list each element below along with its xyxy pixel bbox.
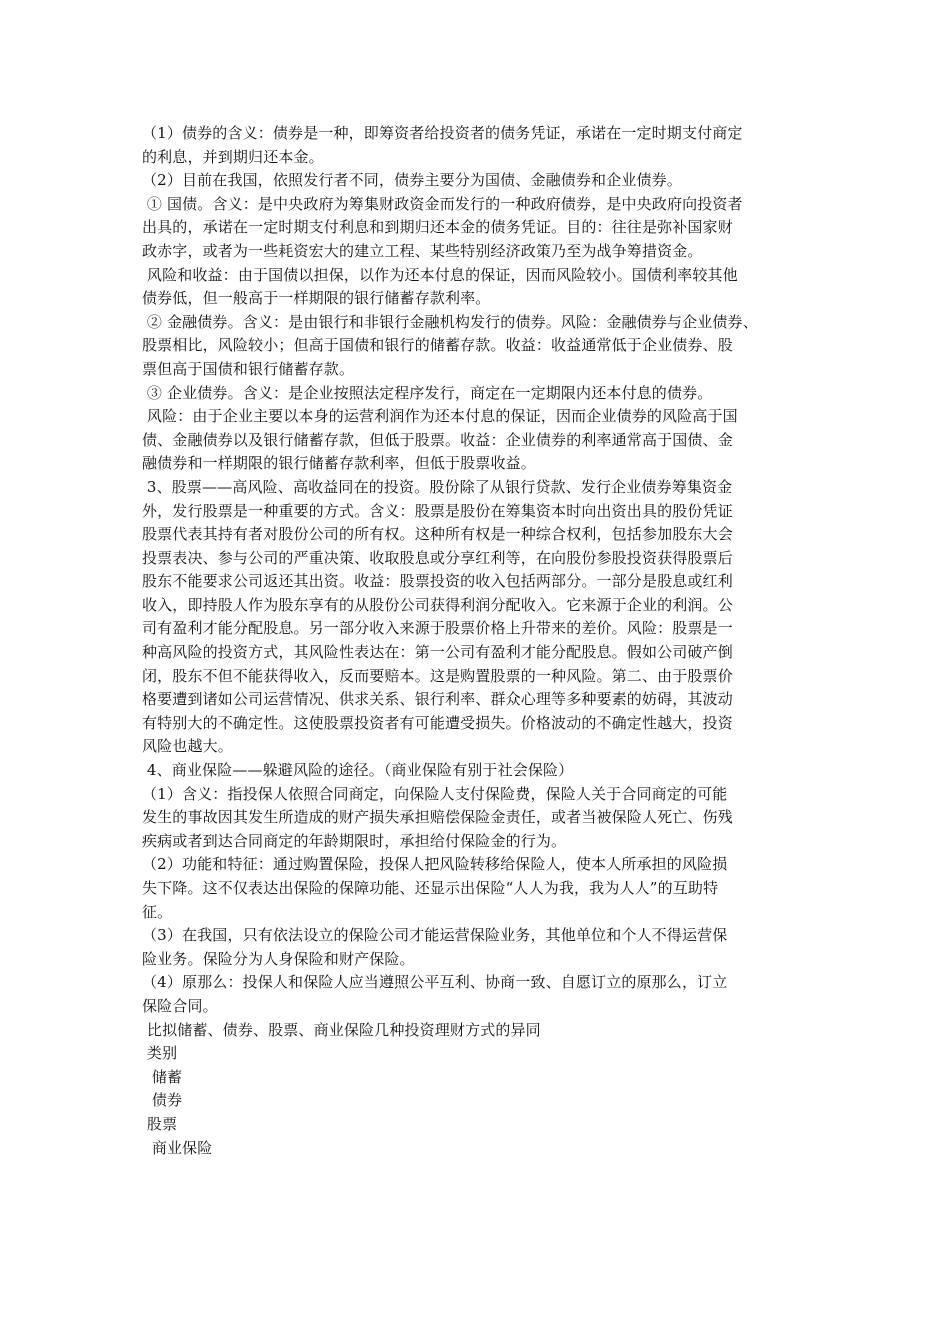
text-line: 格要遭到诸如公司运营情况、供求关系、银行利率、群众心理等多种要素的妨碍，其波动	[142, 690, 733, 709]
text-line: 融债券和一样期限的银行储蓄存款利率，但低于股票收益。	[142, 454, 536, 473]
table-header-label: 类别	[142, 1044, 178, 1063]
text-line: 有特别大的不确定性。这使股票投资者有可能遭受损失。价格波动的不确定性越大，投资	[142, 713, 733, 732]
text-line: 风险和收益：由于国债以担保，以作为还本付息的保证，因而风险较小。国债利率较其他	[142, 265, 738, 284]
text-line: ③ 企业债券。含义：是企业按照法定程序发行，商定在一定期限内还本付息的债券。	[142, 383, 713, 402]
text-line: 股东不能要求公司返还其出资。收益：股票投资的收入包括两部分。一部分是股息或红利	[142, 572, 733, 591]
text-line: 闭，股东不但不能获得收入，反而要赔本。这是购置股票的一种风险。第二、由于股票价	[142, 666, 733, 685]
text-line: 票但高于国债和银行储蓄存款。	[142, 359, 355, 378]
text-line: 股票代表其持有者对股份公司的所有权。这种所有权是一种综合权利，包括参加股东大会	[142, 525, 733, 544]
text-line: 股票相比，风险较小；但高于国债和银行的储蓄存款。收益：收益通常低于企业债券、股	[142, 336, 733, 355]
text-line: 政赤字，或者为一些耗资宏大的建立工程、某些特别经济政策乃至为战争筹措资金。	[142, 241, 703, 260]
text-line: （4）原那么：投保人和保险人应当遵照公平互利、协商一致、自愿订立的原那么，订立	[142, 973, 728, 992]
text-line: 疾病或者到达合同商定的年龄期限时，承担给付保险金的行为。	[142, 831, 567, 850]
text-line: 保险合同。	[142, 996, 218, 1015]
text-line: （2）目前在我国，依照发行者不同，债券主要分为国债、金融债券和企业债券。	[142, 171, 682, 190]
text-line: 失下降。这不仅表达出保险的保障功能、还显示出保险“人人为我，我为人人”的互助特	[142, 879, 719, 897]
text-line: （2）功能和特征：通过购置保险，投保人把风险转移给保险人，使本人所承担的风险损	[142, 855, 728, 874]
text-line: 比拟储蓄、债券、股票、商业保险几种投资理财方式的异同	[142, 1020, 541, 1039]
table-category: 债券	[142, 1091, 183, 1110]
table-category: 储蓄	[142, 1067, 183, 1086]
text-line: 投票表决、参与公司的严重决策、收取股息或分享红利等，在向股份参股投资获得股票后	[142, 548, 733, 567]
text-line: 的利息，并到期归还本金。	[142, 147, 324, 166]
text-line: （1）债券的含义：债券是一种，即筹资者给投资者的债务凭证，承诺在一定时期支付商定	[142, 124, 743, 142]
text-line: 司有盈利才能分配股息。另一部分收入来源于股票价格上升带来的差价。风险：股票是一	[142, 619, 733, 638]
table-category: 商业保险	[142, 1138, 213, 1157]
text-line: 外，发行股票是一种重要的方式。含义：股票是股份在筹集资本时向出资出具的股份凭证	[142, 501, 733, 520]
text-line: ② 金融债券。含义：是由银行和非银行金融机构发行的债券。风险：金融债券与企业债券、	[142, 312, 758, 331]
text-line: 风险也越大。	[142, 737, 233, 756]
text-line: 发生的事故因其发生所造成的财产损失承担赔偿保险金责任，或者当被保险人死亡、伤残	[142, 808, 733, 827]
text-line: （3）在我国，只有依法设立的保险公司才能运营保险业务，其他单位和个人不得运营保	[142, 926, 728, 945]
text-line: 风险：由于企业主要以本身的运营利润作为还本付息的保证，因而企业债券的风险高于国	[142, 407, 738, 426]
text-line: 债券低，但一般高于一样期限的银行储蓄存款利率。	[142, 289, 491, 308]
text-line: 种高风险的投资方式，其风险性表达在：第一公司有盈利才能分配股息。假如公司破产倒	[142, 643, 733, 662]
text-line: （1）含义：指投保人依照合同商定，向保险人支付保险费，保险人关于合同商定的可能	[142, 784, 728, 803]
text-line: 征。	[142, 902, 173, 921]
document-body	[142, 122, 818, 1160]
text-line: 4、商业保险——躲避风险的途径。（商业保险有别于社会保险）	[142, 761, 574, 780]
text-line: 险业务。保险分为人身保险和财产保险。	[142, 949, 415, 968]
text-line: ① 国债。含义：是中央政府为筹集财政资金而发行的一种政府债券，是中央政府向投资者	[142, 194, 743, 213]
table-category: 股票	[142, 1114, 178, 1133]
text-line: 收入，即持股人作为股东享有的从股份公司获得利润分配收入。它来源于企业的利润。公	[142, 595, 733, 614]
text-line: 债、金融债券以及银行储蓄存款，但低于股票。收益：企业债券的利率通常高于国债、金	[142, 430, 733, 449]
text-line: 出具的，承诺在一定时期支付利息和到期归还本金的债务凭证。目的：往往是弥补国家财	[142, 218, 733, 237]
text-line: 3、股票——高风险、高收益同在的投资。股份除了从银行贷款、发行企业债券筹集资金	[142, 477, 733, 496]
